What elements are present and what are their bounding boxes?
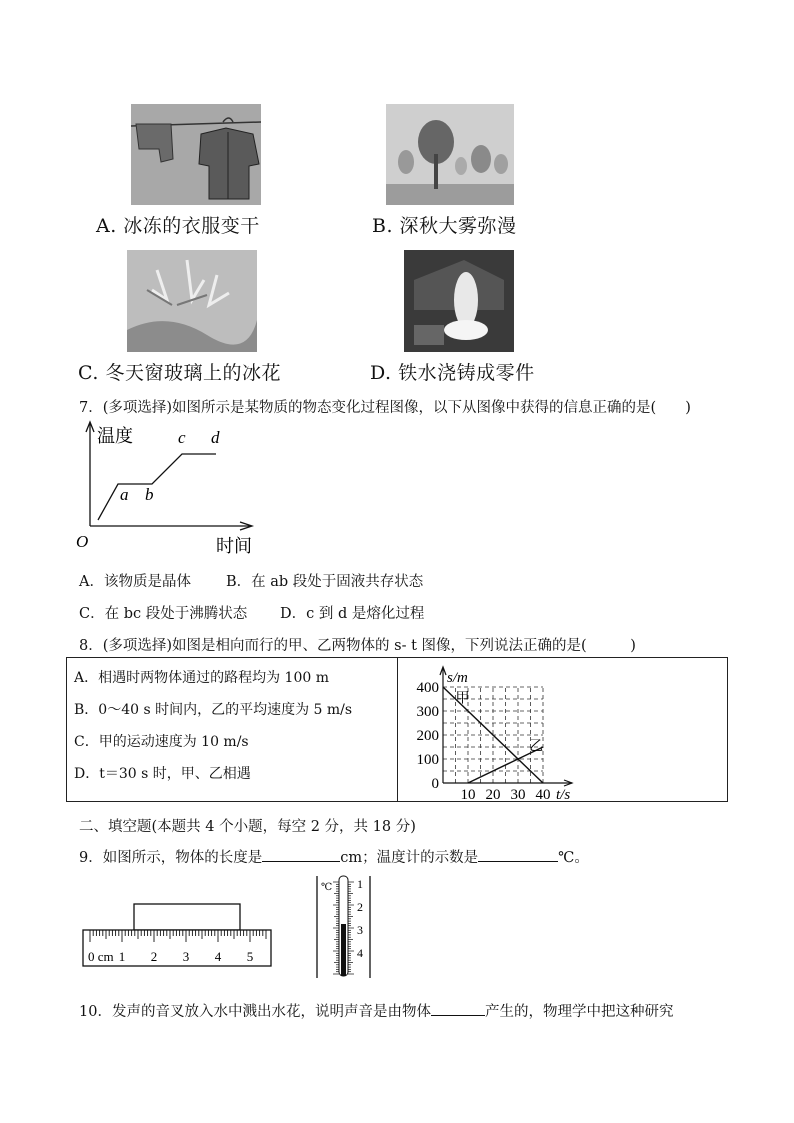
thermometer-label: 1 xyxy=(357,877,363,891)
q8-option-c[interactable]: C．甲的运动速度为 10 m/s xyxy=(74,734,249,750)
x-tick-label: 40 xyxy=(535,787,551,800)
x-tick-label: 30 xyxy=(510,787,526,800)
q8-stem: 8．(多项选择)如图是相向而行的甲、乙两物体的 s- t 图像，下列说法正确的是( ) xyxy=(79,638,636,654)
q10-stem-start: 10．发声的音叉放入水中溅出水花，说明声音是由物体 xyxy=(79,1004,431,1020)
q9-unit-celsius: ℃。 xyxy=(558,850,589,866)
q7-stem: 7．(多项选择)如图所示是某物质的物态变化过程图像，以下从图像中获得的信息正确的是( ) xyxy=(79,400,691,416)
q7-point-b: b xyxy=(145,485,154,504)
photo-molten-iron xyxy=(404,250,514,352)
q9-thermometer-figure xyxy=(312,872,378,982)
thermometer-liquid xyxy=(341,924,346,976)
photo-frozen-clothes xyxy=(131,104,261,205)
q10-answer-blank[interactable] xyxy=(431,1001,485,1016)
thermometer-label: 4 xyxy=(357,946,363,960)
q7-option-d[interactable]: D．c 到 d 是熔化过程 xyxy=(280,606,425,622)
q8-st-chart xyxy=(400,660,726,800)
q7-xlabel: 时间 xyxy=(216,536,252,556)
ruler-label: 5 xyxy=(246,949,254,964)
thermometer-label: 3 xyxy=(357,923,363,937)
q9-answer-length-blank[interactable] xyxy=(262,847,340,862)
q9-unit-cm: cm；温度计的示数是 xyxy=(340,850,479,866)
y-tick-label: 0 xyxy=(431,776,439,792)
photo-ice-flowers xyxy=(127,250,257,352)
section-2-title: 二、填空题(本题共 4 个小题，每空 2 分，共 18 分) xyxy=(79,819,416,835)
q8-option-a[interactable]: A．相遇时两物体通过的路程均为 100 m xyxy=(74,670,330,686)
y-tick-label: 200 xyxy=(416,728,439,744)
q7-origin: O xyxy=(76,532,89,551)
photo-fog-trees xyxy=(386,104,514,205)
q7-point-a: a xyxy=(120,485,129,504)
y-tick-label: 400 xyxy=(416,680,439,696)
molten-iron-illustration xyxy=(404,250,514,352)
q7-point-c: c xyxy=(178,428,186,447)
measured-block xyxy=(134,904,240,930)
ruler-label: 0 cm xyxy=(88,949,114,964)
q8-option-d[interactable]: D．t＝30 s 时，甲、乙相遇 xyxy=(74,766,251,782)
q7-option-a[interactable]: A．该物质是晶体 xyxy=(79,574,191,590)
ruler-label: 4 xyxy=(214,949,222,964)
y-tick-label: 300 xyxy=(416,704,439,720)
ruler-label: 3 xyxy=(182,949,190,964)
y-tick-label: 100 xyxy=(416,752,439,768)
series-label-jia: 甲 xyxy=(455,691,470,707)
y-axis-label: s/m xyxy=(447,670,468,686)
clothes-drying-illustration xyxy=(131,104,261,205)
q7-temperature-graph xyxy=(70,420,270,560)
q9-ruler-figure xyxy=(82,903,274,969)
ice-flower-illustration xyxy=(127,250,257,352)
fog-trees-illustration xyxy=(386,104,514,205)
x-axis-label: t/s xyxy=(556,787,571,800)
q7-point-d: d xyxy=(211,428,220,447)
q8-option-b[interactable]: B．0～40 s 时间内，乙的平均速度为 5 m/s xyxy=(74,702,353,718)
temperature-curve xyxy=(98,454,216,520)
q10-stem xyxy=(79,1000,673,1021)
q8-table-divider xyxy=(397,657,398,802)
q9-stem xyxy=(79,846,589,867)
series-label-yi: 乙 xyxy=(529,739,544,755)
q7-option-b[interactable]: B．在 ab 段处于固液共存状态 xyxy=(226,574,424,590)
q6-option-b[interactable]: B. 深秋大雾弥漫 xyxy=(372,215,517,237)
x-tick-label: 10 xyxy=(460,787,476,800)
q6-option-c[interactable]: C. 冬天窗玻璃上的冰花 xyxy=(78,362,281,384)
q6-option-a[interactable]: A. 冰冻的衣服变干 xyxy=(96,215,260,237)
thermometer-unit: ℃ xyxy=(321,882,333,893)
q9-answer-temperature-blank[interactable] xyxy=(478,847,558,862)
thermometer-label: 2 xyxy=(357,900,363,914)
q6-option-d[interactable]: D. 铁水浇铸成零件 xyxy=(370,362,535,384)
q9-stem-start: 9．如图所示，物体的长度是 xyxy=(79,850,263,866)
ruler-label: 1 xyxy=(118,949,126,964)
q10-stem-end: 产生的，物理学中把这种研究 xyxy=(484,1004,674,1020)
q7-ylabel: 温度 xyxy=(97,426,133,446)
ruler-label: 2 xyxy=(150,949,158,964)
q7-option-c[interactable]: C．在 bc 段处于沸腾状态 xyxy=(79,606,248,622)
x-tick-label: 20 xyxy=(485,787,501,800)
